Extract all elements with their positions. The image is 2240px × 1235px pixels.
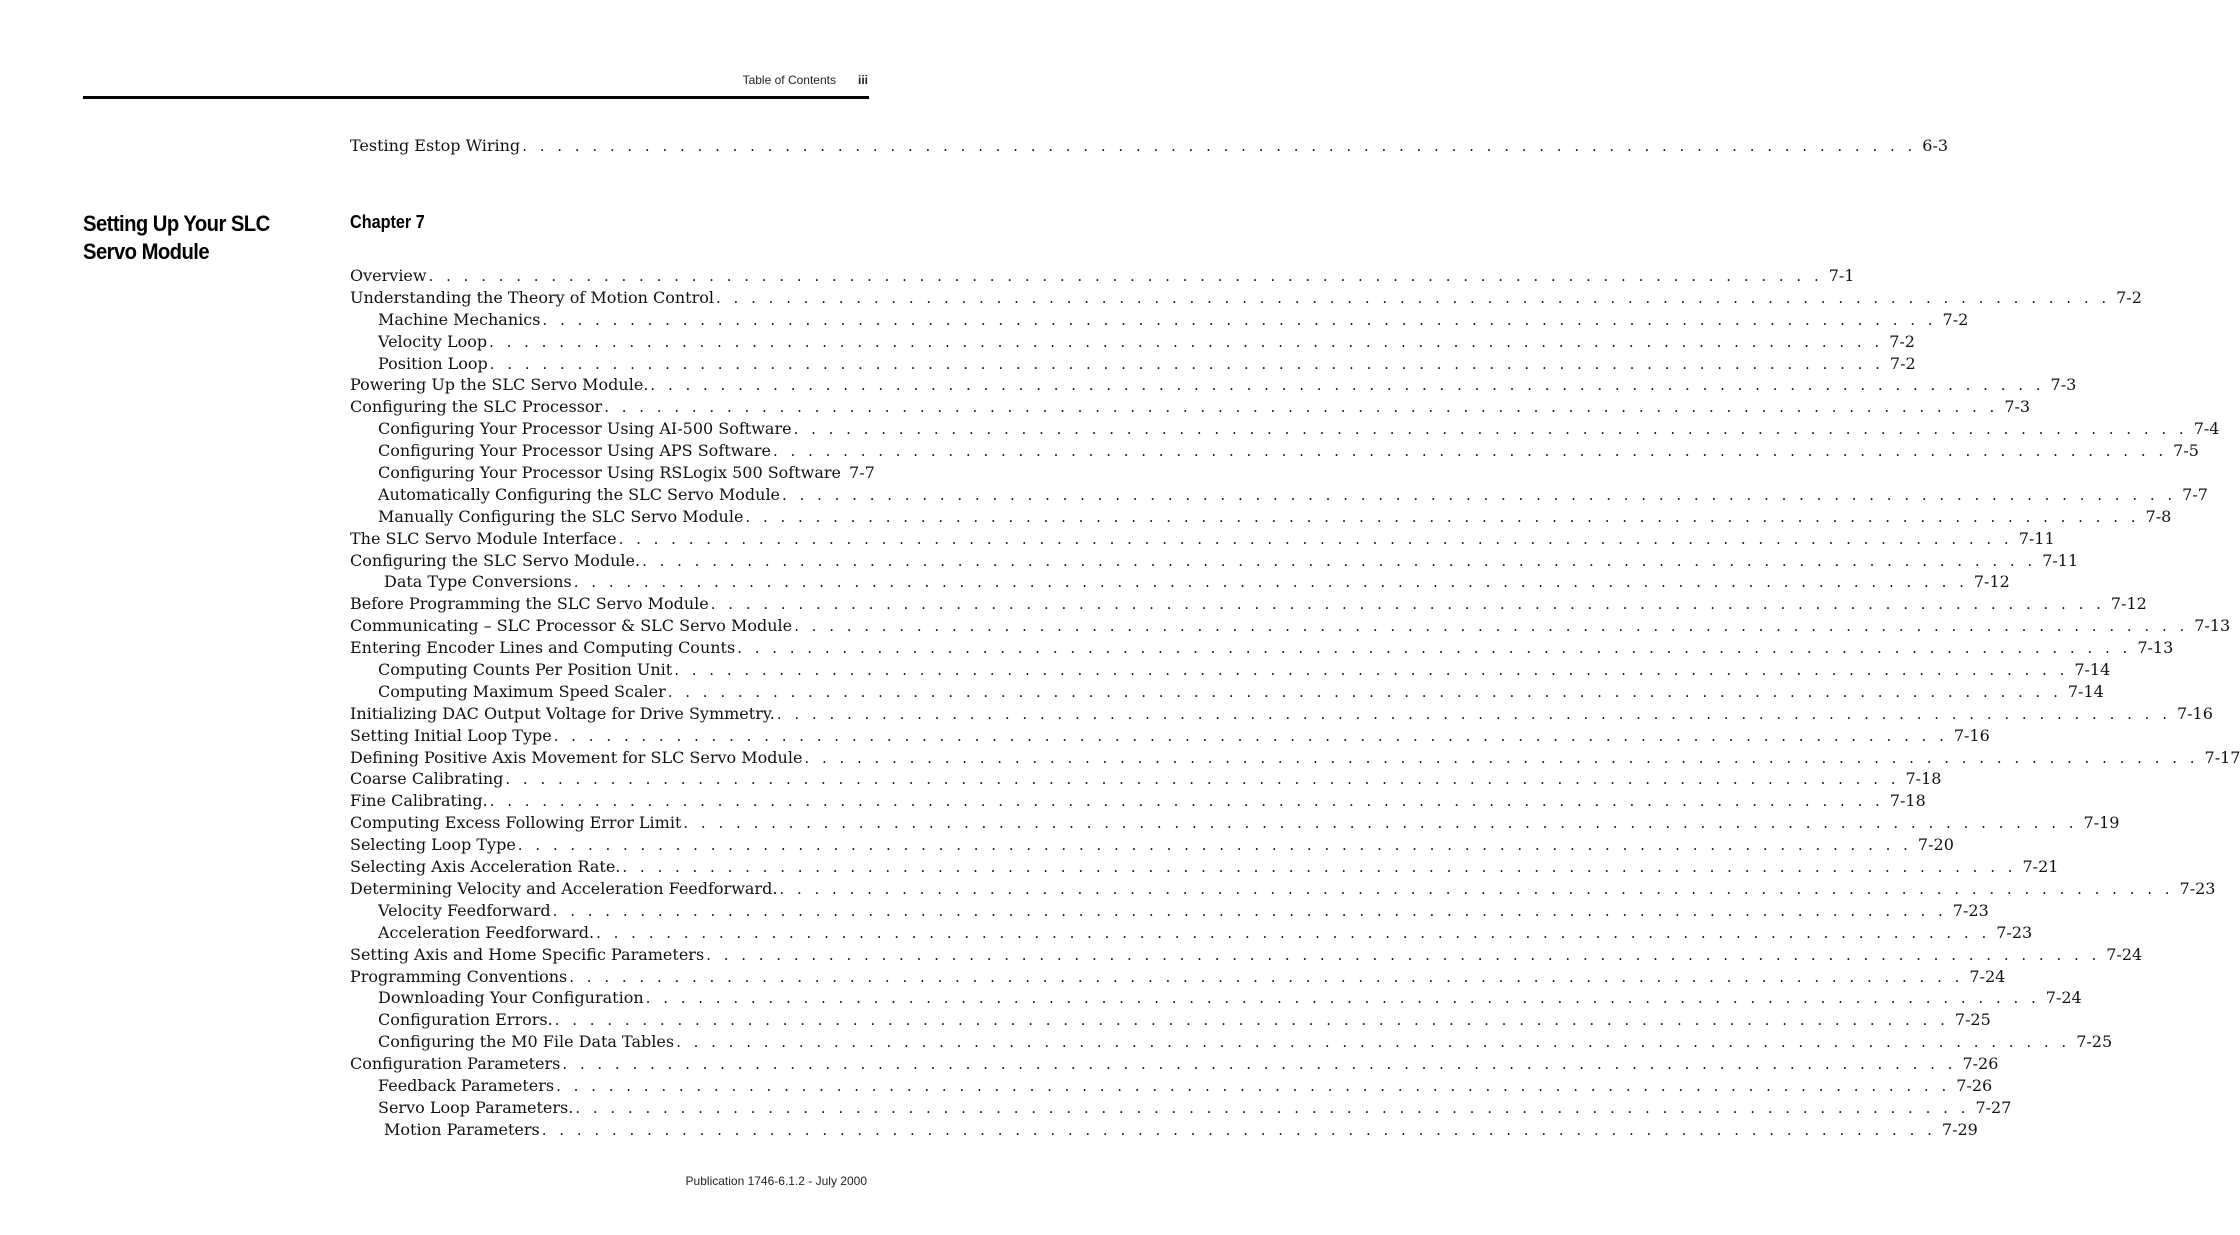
dot-leader: . . . . . . . . . . . . . . . . . . . . . . . . . . . . . . . . . . . . . . . . . . . . . . . . . . . . . . . . . . . . . . . . . . . . . . . . . . . . . . . . xyxy=(793,420,2188,439)
toc-continued-list xyxy=(350,135,1949,157)
toc-entry[interactable] xyxy=(350,922,2033,944)
toc-entry-page: 7-2 xyxy=(1889,331,1915,351)
toc-entry[interactable] xyxy=(350,1031,2113,1053)
toc-entry-page: 7-18 xyxy=(1889,791,1926,811)
toc-entry-title: Velocity Loop xyxy=(378,331,488,351)
toc-entry-page: 7-23 xyxy=(1996,922,2033,942)
dot-leader: . . . . . . . . . . . . . . . . . . . . . . . . . . . . . . . . . . . . . . . . . . . . . . . . . . . . . . . . . . . . . . . . . . . . . . . . . . . . . . . . xyxy=(676,1033,2071,1052)
toc-entry-title: Servo Loop Parameters. xyxy=(378,1097,574,1117)
toc-entry-title: Motion Parameters xyxy=(384,1119,540,1139)
dot-leader: . . . . . . . . . . . . . . . . . . . . . . . . . . . . . . . . . . . . . . . . . . . . . . . . . . . . . . . . . . . . . . . . . . . . . . . . . . . . . . . . xyxy=(745,507,2140,526)
dot-leader: . . . . . . . . . . . . . . . . . . . . . . . . . . . . . . . . . . . . . . . . . . . . . . . . . . . . . . . . . . . . . . . . . . . . . . . . . . . . . . . . xyxy=(505,770,1900,789)
dot-leader: . . . . . . . . . . . . . . . . . . . . . . . . . . . . . . . . . . . . . . . . . . . . . . . . . . . . . . . . . . . . . . . . . . . . . . . . . . . . . . . . xyxy=(683,814,2078,833)
toc-entry-page: 7-11 xyxy=(2018,528,2055,548)
toc-entry[interactable] xyxy=(350,944,2143,966)
toc-entry-page: 7-4 xyxy=(2193,419,2220,439)
toc-entry-page: 7-18 xyxy=(1905,769,1942,789)
toc-entry-page: 7-20 xyxy=(1917,835,1954,855)
toc-entry-title: Configuring the M0 File Data Tables xyxy=(378,1032,675,1052)
toc-entry-page: 7-5 xyxy=(2173,441,2199,461)
toc-entry-title: Communicating – SLC Processor & SLC Servo Module xyxy=(350,616,793,636)
toc-entry-title: Configuration Errors. xyxy=(378,1010,553,1030)
dot-leader: . . . . . . . . . . . . . . . . . . . . . . . . . . . . . . . . . . . . . . . . . . . . . . . . . . . . . . . . . . . . . . . . . . . . . . . . . . . . . . . . xyxy=(674,661,2069,680)
toc-entry-title: Data Type Conversions xyxy=(384,572,572,592)
toc-entry[interactable] xyxy=(350,396,2031,418)
toc-entry-title: Configuring the SLC Processor xyxy=(350,397,603,417)
dot-leader: . . . . . . . . . . . . . . . . . . . . . . . . . . . . . . . . . . . . . . . . . . . . . . . . . . . . . . . . . . . . . . . . . . . . . . . . . . . . . . . . xyxy=(706,945,2101,964)
toc-entry-title: Setting Initial Loop Type xyxy=(350,725,552,745)
dot-leader: . . . . . . . . . . . . . . . . . . . . . . . . . . . . . . . . . . . . . . . . . . . . . . . . . . . . . . . . . . . . . . . . . . . . . . . . . . . . . . . . xyxy=(553,726,1948,745)
toc-entry-page: 7-25 xyxy=(1954,1010,1991,1030)
toc-entry-page: 7-29 xyxy=(1941,1119,1978,1139)
toc-entry-page: 7-12 xyxy=(2110,594,2147,614)
dot-leader: . . . . . . . . . . . . . . . . . . . . . . . . . . . . . . . . . . . . . . . . . . . . . . . . . . . . . . . . . . . . . . . . . . . . . . . . . . . . . . . . xyxy=(522,137,1917,155)
toc-entry[interactable] xyxy=(350,571,2010,593)
toc-entry-title: Manually Configuring the SLC Servo Module xyxy=(378,506,744,526)
toc-entry-page: 7-2 xyxy=(1942,309,1969,329)
toc-entry[interactable] xyxy=(350,790,1926,812)
toc-entry-title: Determining Velocity and Acceleration Feedforward. xyxy=(350,878,778,898)
toc-entry[interactable] xyxy=(350,287,2142,309)
dot-leader: . . . . . . . . . . . . . . . . . . . . . . . . . . . . . . . . . . . . . . . . . . . . . . . . . . . . . . . . . . . . . . . . . . . . . . . . . . . . . . . . xyxy=(645,989,2040,1008)
toc-entry-title: Selecting Axis Acceleration Rate. xyxy=(350,857,621,877)
toc-entry-title: Computing Excess Following Error Limit xyxy=(350,813,682,833)
toc-entry[interactable] xyxy=(350,834,1954,856)
toc-entry[interactable] xyxy=(350,1119,1978,1141)
toc-entry-page: 7-24 xyxy=(2106,944,2143,964)
toc-entry-title: Downloading Your Configuration xyxy=(378,988,644,1008)
toc-entry-page: 7-3 xyxy=(2050,375,2077,395)
toc-entry-title: Automatically Configuring the SLC Servo Module xyxy=(378,484,781,504)
dot-leader: . . . . . . . . . . . . . . . . . . . . . . . . . . . . . . . . . . . . . . . . . . . . . . . . . . . . . . . . . . . . . . . . . . . . . . . . . . . . . . . . xyxy=(552,901,1947,920)
toc-entry[interactable] xyxy=(350,856,2059,878)
toc-entry[interactable] xyxy=(350,309,1969,331)
dot-leader: . . . . . . . . . . . . . . . . . . . . . . . . . . . . . . . . . . . . . . . . . . . . . . . . . . . . . . . . . . . . . . . . . . . . . . . . . . . . . . . . xyxy=(650,376,2045,395)
toc-entry-page: 7-23 xyxy=(1952,900,1989,920)
toc-entry-title: Understanding the Theory of Motion Control xyxy=(350,287,714,307)
toc-entry[interactable] xyxy=(350,418,2220,440)
toc-entry[interactable] xyxy=(350,593,2147,615)
toc-entry[interactable] xyxy=(350,878,2216,900)
toc-entry-page: 7-25 xyxy=(2076,1032,2113,1052)
toc-entry-title: Coarse Calibrating xyxy=(350,769,504,789)
dot-leader: . . . . . . . . . . . . . . . . . . . . . . . . . . . . . . . . . . . . . . . . . . . . . . . . . . . . . . . . . . . . . . . . . . . . . . . . . . . . . . . . xyxy=(542,310,1937,329)
toc-entry-page: 6-3 xyxy=(1922,136,1949,155)
toc-entry-title: Computing Counts Per Position Unit xyxy=(378,660,673,680)
toc-entry-title: The SLC Servo Module Interface xyxy=(350,528,617,548)
toc-entry[interactable] xyxy=(350,659,2111,681)
toc-entry-title: Feedback Parameters xyxy=(378,1075,555,1095)
dot-leader: . . . . . . . . . . . . . . . . . . . . . . . . . . . . . . . . . . . . . . . . . . . . . . . . . . . . . . . . . . . . . . . . . . . . . . . . . . . . . . . . xyxy=(604,398,1999,417)
toc-entry-page: 7-14 xyxy=(2074,660,2111,680)
toc-entry[interactable] xyxy=(350,812,2120,834)
toc-entry-title: Overview xyxy=(350,266,427,285)
toc-entry-page: 7-24 xyxy=(2045,988,2082,1008)
toc-entry[interactable] xyxy=(350,440,2199,462)
toc-entry[interactable] xyxy=(350,703,2213,725)
chapter-label: Chapter 7 xyxy=(350,212,425,232)
publication-footer: Publication 1746-6.1.2 - July 2000 xyxy=(685,1174,867,1188)
toc-entry-page: 7-26 xyxy=(1956,1075,1993,1095)
toc-entry-page: 7-13 xyxy=(2137,638,2174,658)
toc-entry-title: Configuring Your Processor Using AI-500 Software xyxy=(378,419,792,439)
dot-leader: . . . . . . . . . . . . . . . . . . . . . . . . . . . . . . . . . . . . . . . . . . . . . . . . . . . . . . . . . . . . . . . . . . . . . . . . . . . . . . . . xyxy=(794,617,2189,636)
toc-entry-page: 7-16 xyxy=(2176,703,2213,723)
toc-entry[interactable] xyxy=(350,966,2006,988)
dot-leader: . . . . . . . . . . . . . . . . . . . . . . . . . . . . . . . . . . . . . . . . . . . . . . . . . . . . . . . . . . . . . . . . . . . . . . . . . . . . . . . . xyxy=(710,595,2105,614)
toc-entry[interactable] xyxy=(350,353,1916,375)
toc-entry-title: Fine Calibrating. xyxy=(350,791,488,811)
toc-entry-title: Velocity Feedforward xyxy=(378,900,551,920)
toc-entry[interactable] xyxy=(350,747,2240,769)
toc-entry[interactable] xyxy=(350,1097,2012,1119)
dot-leader: . . . . . . . . . . . . . . . . . . . . . . . . . . . . . . . . . . . . . . . . . . . . . . . . . . . . . . . . . . . . . . . . . . . . . . . . . . . . . . . . xyxy=(804,748,2199,767)
dot-leader: . . . . . . . . . . . . . . . . . . . . . . . . . . . . . . . . . . . . . . . . . . . . . . . . . . . . . . . . . . . . . . . . . . . . . . . . . . . . . . . . xyxy=(569,967,1964,986)
toc-entry-title: Position Loop xyxy=(378,353,488,373)
toc-entry[interactable] xyxy=(350,725,1990,747)
dot-leader: . . . . . . . . . . . . . . . . . . . . . . . . . . . . . . . . . . . . . . . . . . . . . . . . . . . . . . . . . . . . . . . . . . . . . . . . . . . . . . . . xyxy=(575,1098,1970,1117)
toc-entry-title: Machine Mechanics xyxy=(378,309,541,329)
dot-leader: . . . . . . . . . . . . . . . . . . . . . . . . . . . . . . . . . . . . . . . . . . . . . . . . . . . . . . . . . . . . . . . . . . . . . . . . . . . . . . . . xyxy=(517,836,1912,855)
dot-leader: . . . . . . . . . . . . . . . . . . . . . . . . . . . . . . . . . . . . . . . . . . . . . . . . . . . . . . . . . . . . . . . . . . . . . . . . . . . . . . . . xyxy=(667,682,2062,701)
toc-entry-title: Configuring the SLC Servo Module. xyxy=(350,550,641,570)
toc-entry-title: Configuring Your Processor Using APS Software xyxy=(378,441,772,461)
dot-leader: . . . . . . . . . . . . . . . . . . . . . . . . . . . . . . . . . . . . . . . . . . . . . . . . . . . . . . . . . . . . . . . . . . . . . . . . . . . . . . . . xyxy=(622,858,2017,877)
toc-entry[interactable] xyxy=(350,135,1949,157)
toc-entry-page: 7-2 xyxy=(2116,287,2142,307)
toc-entry[interactable] xyxy=(350,900,1989,922)
section-title: Setting Up Your SLC Servo Module xyxy=(83,211,270,264)
toc-entry-page: 7-21 xyxy=(2022,857,2059,877)
toc-entry[interactable] xyxy=(350,1075,1993,1097)
header-rule xyxy=(83,96,869,99)
toc-entry-page: 7-3 xyxy=(2004,397,2031,417)
toc-entry[interactable] xyxy=(350,550,2079,572)
toc-entry[interactable] xyxy=(350,506,2172,528)
page-number: iii xyxy=(857,73,868,87)
toc-entry[interactable] xyxy=(350,615,2231,637)
dot-leader: . . . . . . . . . . . . . . . . . . . . . . . . . . . . . . . . . . . . . . . . . . . . . . . . . . . . . . . . . . . . . . . . . . . . . . . . . . . . . . . . xyxy=(541,1120,1936,1139)
dot-leader: . . . . . . . . . . . . . . . . . . . . . . . . . . . . . . . . . . . . . . . . . . . . . . . . . . . . . . . . . . . . . . . . . . . . . . . . . . . . . . . . xyxy=(562,1055,1957,1074)
toc-entry-page: 7-26 xyxy=(1962,1054,1999,1074)
dot-leader: . . . . . . . . . . . . . . . . . . . . . . . . . . . . . . . . . . . . . . . . . . . . . . . . . . . . . . . . . . . . . . . . . . . . . . . . . . . . . . . . xyxy=(489,792,1884,811)
toc-entry[interactable] xyxy=(350,331,1915,353)
dot-leader: . . . . . . . . . . . . . . . . . . . . . . . . . . . . . . . . . . . . . . . . . . . . . . . . . . . . . . . . . . . . . . . . . . . . . . . . . . . . . . . . xyxy=(716,288,2111,307)
toc-entry-page: 7-17 xyxy=(2204,747,2240,767)
toc-entry-page: 7-23 xyxy=(2179,878,2216,898)
toc-entry-title: Programming Conventions xyxy=(350,966,568,986)
toc-entry-page: 7-7 xyxy=(849,463,875,483)
toc-entry-title: Acceleration Feedforward. xyxy=(378,922,595,942)
toc-entry[interactable] xyxy=(350,374,2077,396)
toc-entry-title: Selecting Loop Type xyxy=(350,835,516,855)
dot-leader: . . . . . . . . . . . . . . . . . . . . . . . . . . . . . . . . . . . . . . . . . . . . . . . . . . . . . . . . . . . . . . . . . . . . . . . . . . . . . . . . xyxy=(779,879,2174,898)
toc-entry-page: 7-7 xyxy=(2182,484,2208,504)
running-head xyxy=(743,73,868,87)
dot-leader: . . . . . . . . . . . . . . . . . . . . . . . . . . . . . . . . . . . . . . . . . . . . . . . . . . . . . . . . . . . . . . . . . . . . . . . . . . . . . . . . xyxy=(596,923,1991,942)
toc-entry-page: 7-19 xyxy=(2083,813,2120,833)
toc-entry[interactable] xyxy=(350,768,1942,790)
toc-entry-page: 7-16 xyxy=(1953,725,1990,745)
toc-entry-title: Testing Estop Wiring xyxy=(350,136,521,155)
toc-entry-title: Computing Maximum Speed Scaler xyxy=(378,681,666,701)
toc-entry-title: Configuring Your Processor Using RSLogix 500 Software xyxy=(378,463,842,483)
toc-entry-page: 7-27 xyxy=(1975,1097,2012,1117)
dot-leader: . . . . . . . . . . . . . . . . . . . . . . . . . . . . . . . . . . . . . . . . . . . . . . . . . . . . . . . . . . . . . . . . . . . . . . . . . . . . . . . . xyxy=(573,573,1968,592)
toc-chapter-list xyxy=(350,265,2240,1141)
toc-entry-title: Entering Encoder Lines and Computing Counts xyxy=(350,638,736,658)
running-head-section: Table of Contents xyxy=(742,73,836,87)
dot-leader: . . . . . . . . . . . . . . . . . . . . . . . . . . . . . . . . . . . . . . . . . . . . . . . . . . . . . . . . . . . . . . . . . . . . . . . . . . . . . . . . xyxy=(428,267,1823,285)
toc-entry[interactable] xyxy=(350,987,2082,1009)
toc-entry[interactable] xyxy=(350,637,2174,659)
dot-leader: . . . . . . . . . . . . . . . . . . . . . . . . . . . . . . . . . . . . . . . . . . . . . . . . . . . . . . . . . . . . . . . . . . . . . . . . . . . . . . . . xyxy=(776,704,2171,723)
toc-entry-title: Initializing DAC Output Voltage for Drive Symmetry. xyxy=(350,703,775,723)
toc-entry-page: 7-1 xyxy=(1828,266,1855,285)
dot-leader: . . . . . . . . . . . . . . . . . . . . . . . . . . . . . . . . . . . . . . . . . . . . . . . . . . . . . . . . . . . . . . . . . . . . . . . . . . . . . . . . xyxy=(554,1011,1949,1030)
dot-leader: . . . . . . . . . . . . . . . . . . . . . . . . . . . . . . . . . . . . . . . . . . . . . . . . . . . . . . . . . . . . . . . . . . . . . . . . . . . . . . . . xyxy=(773,442,2168,461)
dot-leader: . . . . . . . . . . . . . . . . . . . . . . . . . . . . . . . . . . . . . . . . . . . . . . . . . . . . . . . . . . . . . . . . . . . . . . . . . . . . . . . . xyxy=(489,354,1884,373)
toc-entry-page: 7-2 xyxy=(1889,353,1916,373)
toc-entry[interactable] xyxy=(350,1053,1999,1075)
dot-leader: . . . . . . . . . . . . . . . . . . . . . . . . . . . . . . . . . . . . . . . . . . . . . . . . . . . . . . . . . . . . . . . . . . . . . . . . . . . . . . . . xyxy=(618,529,2013,548)
dot-leader: . . . . . . . . . . . . . . . . . . . . . . . . . . . . . . . . . . . . . . . . . . . . . . . . . . . . . . . . . . . . . . . . . . . . . . . . . . . . . . . . xyxy=(556,1076,1951,1095)
toc-entry-title: Configuration Parameters xyxy=(350,1054,561,1074)
dot-leader: . . . . . . . . . . . . . . . . . . . . . . . . . . . . . . . . . . . . . . . . . . . . . . . . . . . . . . . . . . . . . . . . . . . . . . . . . . . . . . . . xyxy=(489,332,1884,351)
toc-entry[interactable] xyxy=(350,528,2055,550)
toc-entry-title: Setting Axis and Home Specific Parameters xyxy=(350,944,705,964)
toc-entry-page: 7-24 xyxy=(1969,966,2006,986)
toc-entry-page: 7-8 xyxy=(2145,506,2172,526)
toc-entry-page: 7-11 xyxy=(2042,550,2079,570)
toc-entry[interactable] xyxy=(350,265,1855,287)
dot-leader: . . . . . . . . . . . . . . . . . . . . . . . . . . . . . . . . . . . . . . . . . . . . . . . . . . . . . . . . . . . . . . . . . . . . . . . . . . . . . . . . xyxy=(737,639,2132,658)
toc-entry[interactable] xyxy=(350,1009,1991,1031)
toc-entry-title: Powering Up the SLC Servo Module. xyxy=(350,375,649,395)
toc-entry-page: 7-13 xyxy=(2194,616,2231,636)
toc-entry-title: Before Programming the SLC Servo Module xyxy=(350,594,709,614)
toc-entry[interactable] xyxy=(350,681,2104,703)
toc-entry-page: 7-12 xyxy=(1973,572,2010,592)
toc-entry[interactable] xyxy=(350,462,875,484)
dot-leader: . . . . . . . . . . . . . . . . . . . . . . . . . . . . . . . . . . . . . . . . . . . . . . . . . . . . . . . . . . . . . . . . . . . . . . . . . . . . . . . . xyxy=(642,551,2037,570)
toc-entry[interactable] xyxy=(350,484,2208,506)
toc-entry-page: 7-14 xyxy=(2067,681,2104,701)
toc-entry-title: Defining Positive Axis Movement for SLC Servo Module xyxy=(350,747,803,767)
dot-leader: . . . . . . . . . . . . . . . . . . . . . . . . . . . . . . . . . . . . . . . . . . . . . . . . . . . . . . . . . . . . . . . . . . . . . . . . . . . . . . . . xyxy=(782,485,2177,504)
